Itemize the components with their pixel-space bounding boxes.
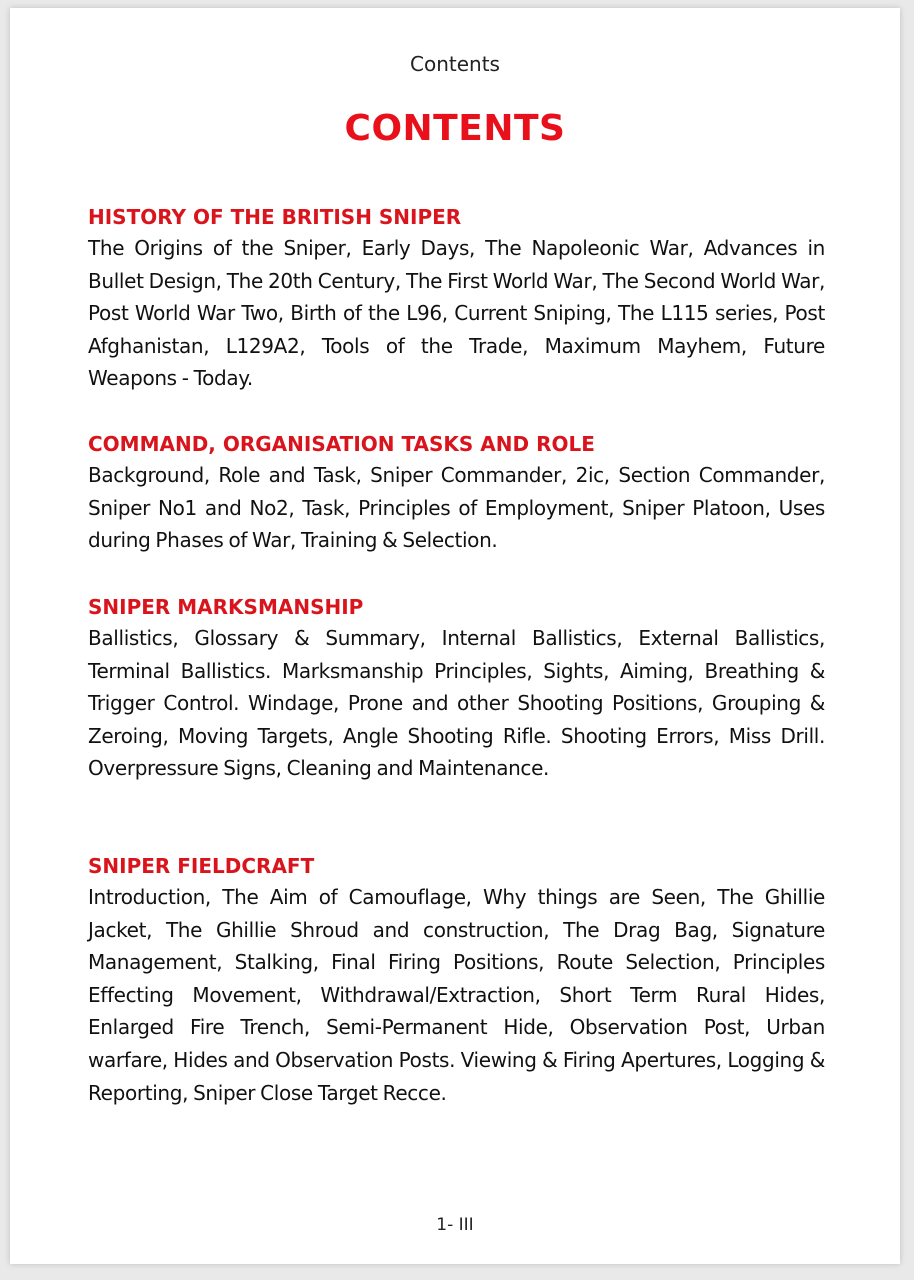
contents-section-history <box>88 202 825 395</box>
page-number: 1- III <box>436 1215 474 1235</box>
section-body: Background, Role and Task, Sniper Commander, 2ic, Section Commander, Sniper No1 and No2, Task, Principles of Employment, Sniper Platoon, Uses during Phases of War, Training & Selection. <box>88 463 825 553</box>
section-body: Ballistics, Glossary & Summary, Internal Ballistics, External Ballistics, Terminal Ballistics. Marksmanship Principles, Sights, Aiming, Breathing & Trigger Control. Windage, Prone and other Shooting Positions, Grouping & Zeroing, Moving Targets, Angle Shooting Rifle. Shooting Errors, Miss Drill. Overpressure Signs, Cleaning and Maintenance. <box>88 626 825 781</box>
section-body: The Origins of the Sniper, Early Days, The Napoleonic War, Advances in Bullet Design, The 20th Century, The First World War, The Second World War, Post World War Two, Birth of the L96, Current Sniping, The L115 series, Post Afghanistan, L129A2, Tools of the Trade, Maximum Mayhem, Future Weapons - Today. <box>88 236 825 391</box>
section-body: Introduction, The Aim of Camouflage, Why things are Seen, The Ghillie Jacket, The Ghillie Shroud and construction, The Drag Bag, Signature Management, Stalking, Final Firing Positions, Route Selection, Principles Effecting Movement, Withdrawal/Extraction, Short Term Rural Hides, Enlarged Fire Trench, Semi-Permanent Hide, Observation Post, Urban warfare, Hides and Observation Posts. Viewing & Firing Apertures, Logging & Reporting, Sniper Close Target Recce. <box>88 885 825 1105</box>
section-heading: COMMAND, ORGANISATION TASKS AND ROLE <box>88 432 595 456</box>
contents-section-marksmanship <box>88 592 825 785</box>
section-heading: SNIPER MARKSMANSHIP <box>88 595 364 619</box>
running-header: Contents <box>410 52 500 76</box>
contents-section-command <box>88 429 825 557</box>
section-heading: HISTORY OF THE BRITISH SNIPER <box>88 205 462 229</box>
document-page <box>10 8 900 1264</box>
contents-section-fieldcraft <box>88 851 825 1109</box>
page-title: CONTENTS <box>344 108 566 149</box>
section-heading: SNIPER FIELDCRAFT <box>88 854 315 878</box>
